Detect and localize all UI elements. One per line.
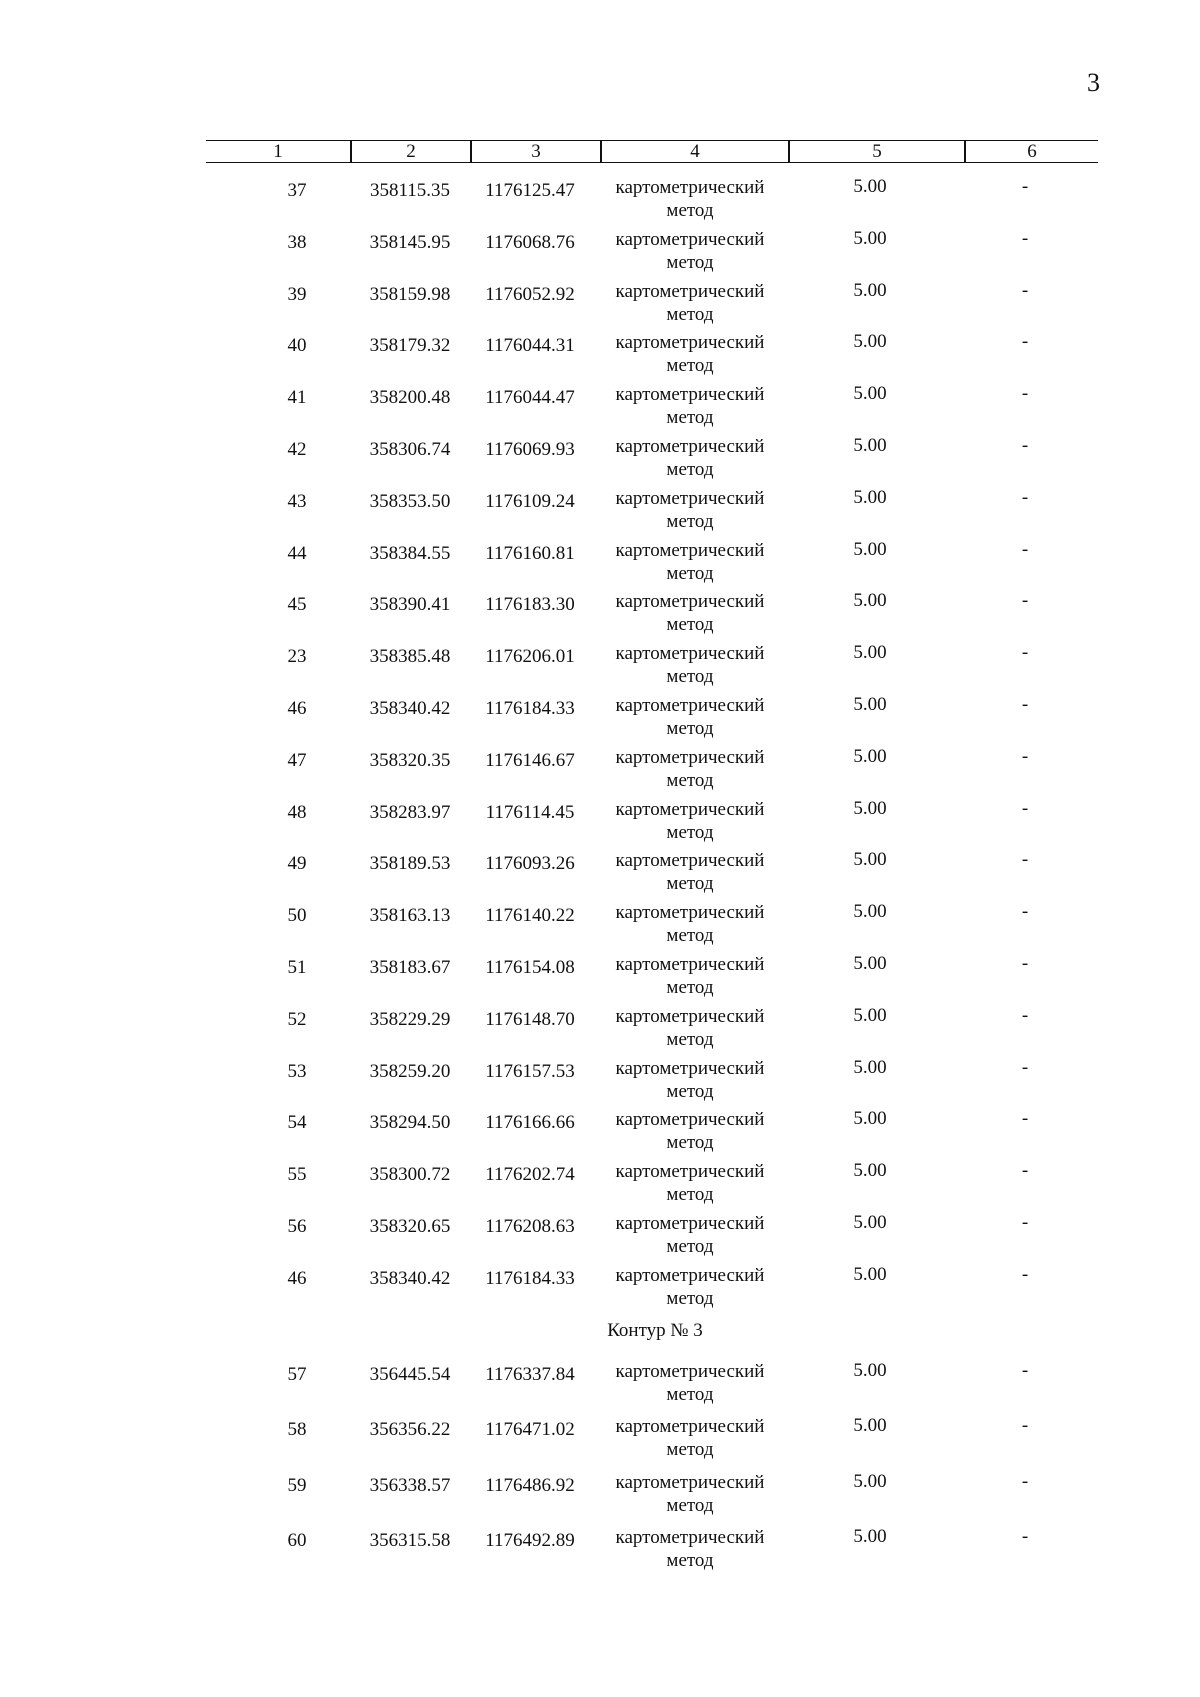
- table-row: [0, 1467, 1200, 1523]
- coordinate-y-cell: 1176044.47: [485, 387, 575, 409]
- method-cell: [600, 901, 780, 947]
- description-cell: -: [1021, 176, 1029, 197]
- description-cell: -: [1021, 486, 1029, 508]
- description-cell: -: [1021, 1415, 1029, 1437]
- description-cell: -: [1021, 745, 1029, 767]
- method-cell: [600, 1415, 780, 1461]
- table-row: [0, 1156, 1200, 1208]
- table-row: [0, 949, 1200, 1001]
- method-line-2: метод: [666, 1028, 714, 1050]
- point-number-cell: 41: [287, 387, 307, 409]
- coordinate-y-cell: 1176166.66: [485, 1112, 575, 1134]
- coordinate-x-cell: 358145.95: [369, 231, 451, 253]
- method-line-1: картометрический: [615, 1360, 765, 1382]
- method-line-2: метод: [666, 976, 714, 998]
- description-cell: -: [1021, 1056, 1029, 1078]
- coordinate-y-cell: 1176052.92: [485, 283, 575, 305]
- accuracy-cell: 5.00: [853, 1211, 887, 1233]
- method-line-1: картометрический: [615, 1212, 765, 1234]
- accuracy-cell: 5.00: [853, 952, 887, 974]
- method-cell: [600, 642, 780, 688]
- method-line-2: метод: [666, 717, 714, 739]
- coordinate-x-cell: 358283.97: [369, 801, 451, 823]
- description-cell: -: [1021, 331, 1029, 353]
- description-cell: -: [1021, 279, 1029, 301]
- point-number-cell: 60: [287, 1530, 307, 1552]
- table-row: [0, 379, 1200, 431]
- table-row: [0, 224, 1200, 276]
- table-row: [0, 897, 1200, 949]
- accuracy-cell: 5.00: [853, 1359, 887, 1381]
- table-body: [0, 172, 1200, 1578]
- coordinate-x-cell: 356445.54: [369, 1363, 451, 1385]
- point-number-cell: 48: [287, 801, 307, 823]
- coordinate-x-cell: 358179.32: [369, 335, 451, 357]
- method-line-2: метод: [666, 1132, 714, 1154]
- coordinate-y-cell: 1176486.92: [485, 1474, 575, 1496]
- method-cell: [600, 849, 780, 895]
- point-number-cell: 37: [287, 180, 307, 201]
- point-number-cell: 50: [287, 905, 307, 927]
- accuracy-cell: 5.00: [853, 1470, 887, 1492]
- accuracy-cell: 5.00: [853, 693, 887, 715]
- coordinate-y-cell: 1176154.08: [485, 956, 575, 978]
- coordinate-x-cell: 358320.35: [369, 749, 451, 771]
- description-cell: -: [1021, 1263, 1029, 1285]
- coordinate-y-cell: 1176157.53: [485, 1060, 575, 1082]
- description-cell: -: [1021, 383, 1029, 405]
- description-cell: -: [1021, 227, 1029, 249]
- point-number-cell: 59: [287, 1474, 307, 1496]
- method-line-2: метод: [666, 562, 714, 584]
- accuracy-cell: 5.00: [853, 486, 887, 508]
- point-number-cell: 57: [287, 1363, 307, 1385]
- method-line-2: метод: [666, 821, 714, 843]
- description-cell: -: [1021, 538, 1029, 560]
- point-number-cell: 46: [287, 1267, 307, 1289]
- point-number-cell: 46: [287, 697, 307, 719]
- method-line-2: метод: [666, 303, 714, 325]
- accuracy-cell: 5.00: [853, 1415, 887, 1437]
- method-line-1: картометрический: [615, 384, 765, 406]
- method-cell: [600, 953, 780, 999]
- coordinate-x-cell: 358385.48: [369, 646, 451, 668]
- table-row: [0, 690, 1200, 742]
- coordinate-y-cell: 1176140.22: [485, 905, 575, 927]
- method-line-2: метод: [666, 925, 714, 947]
- description-cell: -: [1021, 1470, 1029, 1492]
- description-cell: -: [1021, 849, 1029, 871]
- coordinate-y-cell: 1176069.93: [485, 438, 575, 460]
- table-row: [0, 1411, 1200, 1467]
- accuracy-cell: 5.00: [853, 745, 887, 767]
- coordinate-x-cell: 358159.98: [369, 283, 451, 305]
- point-number-cell: 54: [287, 1112, 307, 1134]
- header-col-5: 5: [872, 141, 882, 162]
- point-number-cell: 56: [287, 1215, 307, 1237]
- description-cell: -: [1021, 1359, 1029, 1381]
- method-line-1: картометрический: [615, 228, 765, 250]
- method-line-2: метод: [666, 1184, 714, 1206]
- coordinate-y-cell: 1176093.26: [485, 853, 575, 875]
- accuracy-cell: 5.00: [853, 901, 887, 923]
- accuracy-cell: 5.00: [853, 1160, 887, 1182]
- table-row: [0, 1104, 1200, 1156]
- accuracy-cell: 5.00: [853, 538, 887, 560]
- accuracy-cell: 5.00: [853, 331, 887, 353]
- description-cell: -: [1021, 1004, 1029, 1026]
- method-cell: [600, 1212, 780, 1258]
- coordinate-y-cell: 1176337.84: [485, 1363, 575, 1385]
- method-line-1: картометрический: [615, 1005, 765, 1027]
- description-cell: -: [1021, 1526, 1029, 1548]
- description-cell: -: [1021, 1160, 1029, 1182]
- method-cell: [600, 746, 780, 792]
- header-col-3: 3: [531, 141, 541, 162]
- method-line-2: метод: [666, 1080, 714, 1102]
- table-row: [0, 483, 1200, 535]
- description-cell: -: [1021, 1108, 1029, 1130]
- coordinate-x-cell: 358390.41: [369, 594, 451, 616]
- coordinate-x-cell: 356338.57: [369, 1474, 451, 1496]
- coordinate-y-cell: 1176044.31: [485, 335, 575, 357]
- coordinate-y-cell: 1176146.67: [485, 749, 575, 771]
- point-number-cell: 47: [287, 749, 307, 771]
- method-line-1: картометрический: [615, 591, 765, 613]
- coordinate-x-cell: 358294.50: [369, 1112, 451, 1134]
- description-cell: -: [1021, 797, 1029, 819]
- header-col-1: 1: [273, 141, 283, 162]
- point-number-cell: 42: [287, 438, 307, 460]
- method-line-1: картометрический: [615, 902, 765, 924]
- coordinate-y-cell: 1176148.70: [485, 1008, 575, 1030]
- table-row: [0, 327, 1200, 379]
- coordinate-x-cell: 358340.42: [369, 1267, 451, 1289]
- method-cell: [600, 280, 780, 326]
- method-line-2: метод: [666, 251, 714, 273]
- coordinate-y-cell: 1176208.63: [485, 1215, 575, 1237]
- method-cell: [600, 1005, 780, 1051]
- accuracy-cell: 5.00: [853, 590, 887, 612]
- method-line-1: картометрический: [615, 746, 765, 768]
- method-cell: [600, 383, 780, 429]
- accuracy-cell: 5.00: [853, 434, 887, 456]
- coordinate-x-cell: 358189.53: [369, 853, 451, 875]
- method-line-2: метод: [666, 1287, 714, 1309]
- point-number-cell: 49: [287, 853, 307, 875]
- method-cell: [600, 176, 780, 222]
- description-cell: -: [1021, 434, 1029, 456]
- coordinate-y-cell: 1176202.74: [485, 1164, 575, 1186]
- method-line-1: картометрический: [615, 694, 765, 716]
- coordinate-x-cell: 358306.74: [369, 438, 451, 460]
- point-number-cell: 45: [287, 594, 307, 616]
- method-line-1: картометрический: [615, 1161, 765, 1183]
- point-number-cell: 44: [287, 542, 307, 564]
- header-col-2: 2: [406, 141, 416, 162]
- description-cell: -: [1021, 693, 1029, 715]
- method-cell: [600, 1160, 780, 1206]
- accuracy-cell: 5.00: [853, 279, 887, 301]
- coordinate-y-cell: 1176114.45: [485, 801, 575, 823]
- table-row: [0, 1260, 1200, 1312]
- coordinate-y-cell: 1176471.02: [485, 1419, 575, 1441]
- table-row: [0, 535, 1200, 587]
- method-line-2: метод: [666, 458, 714, 480]
- coordinate-x-cell: 358163.13: [369, 905, 451, 927]
- method-cell: [600, 228, 780, 274]
- method-line-2: метод: [666, 200, 714, 221]
- table-header: [206, 140, 1098, 163]
- coordinate-x-cell: 358229.29: [369, 1008, 451, 1030]
- method-cell: [600, 1264, 780, 1310]
- method-line-2: метод: [666, 355, 714, 377]
- method-line-2: метод: [666, 614, 714, 636]
- method-line-1: картометрический: [615, 1471, 765, 1493]
- coordinate-x-cell: 358183.67: [369, 956, 451, 978]
- table-row: [0, 845, 1200, 897]
- table-row: [0, 742, 1200, 794]
- coordinate-x-cell: 356356.22: [369, 1419, 451, 1441]
- accuracy-cell: 5.00: [853, 1108, 887, 1130]
- point-number-cell: 55: [287, 1164, 307, 1186]
- method-line-1: картометрический: [615, 177, 765, 198]
- coordinate-y-cell: 1176184.33: [485, 697, 575, 719]
- method-line-1: картометрический: [615, 643, 765, 665]
- description-cell: -: [1021, 1211, 1029, 1233]
- accuracy-cell: 5.00: [853, 1004, 887, 1026]
- description-cell: -: [1021, 642, 1029, 664]
- contour-title-text: Контур № 3: [607, 1319, 703, 1341]
- table-row: [0, 586, 1200, 638]
- point-number-cell: 43: [287, 490, 307, 512]
- coordinate-x-cell: 358259.20: [369, 1060, 451, 1082]
- page-number: 3: [1087, 68, 1100, 97]
- method-line-2: метод: [666, 1494, 714, 1516]
- coordinate-y-cell: 1176109.24: [485, 490, 575, 512]
- header-col-4: 4: [690, 141, 700, 162]
- coordinate-y-cell: 1176125.47: [485, 180, 575, 201]
- accuracy-cell: 5.00: [853, 383, 887, 405]
- point-number-cell: 38: [287, 231, 307, 253]
- coordinate-x-cell: 358200.48: [369, 387, 451, 409]
- point-number-cell: 39: [287, 283, 307, 305]
- method-line-2: метод: [666, 666, 714, 688]
- table-row: [0, 276, 1200, 328]
- method-line-2: метод: [666, 1550, 714, 1572]
- method-line-1: картометрический: [615, 280, 765, 302]
- method-line-1: картометрический: [615, 435, 765, 457]
- method-line-2: метод: [666, 1439, 714, 1461]
- coordinate-x-cell: 356315.58: [369, 1530, 451, 1552]
- method-line-2: метод: [666, 873, 714, 895]
- coordinate-y-cell: 1176184.33: [485, 1267, 575, 1289]
- coordinate-y-cell: 1176492.89: [485, 1530, 575, 1552]
- coordinate-x-cell: 358353.50: [369, 490, 451, 512]
- coordinate-y-cell: 1176068.76: [485, 231, 575, 253]
- method-cell: [600, 1526, 780, 1572]
- description-cell: -: [1021, 901, 1029, 923]
- method-cell: [600, 694, 780, 740]
- method-line-1: картометрический: [615, 850, 765, 872]
- table-row: [0, 638, 1200, 690]
- method-line-1: картометрический: [615, 539, 765, 561]
- accuracy-cell: 5.00: [853, 227, 887, 249]
- method-cell: [600, 1057, 780, 1103]
- coordinate-y-cell: 1176183.30: [485, 594, 575, 616]
- coordinate-x-cell: 358384.55: [369, 542, 451, 564]
- table-row: [0, 794, 1200, 846]
- method-line-2: метод: [666, 1235, 714, 1257]
- method-cell: [600, 331, 780, 377]
- method-cell: [600, 435, 780, 481]
- method-line-1: картометрический: [615, 1264, 765, 1286]
- method-line-1: картометрический: [615, 1109, 765, 1131]
- method-cell: [600, 1471, 780, 1517]
- table-row: [0, 1522, 1200, 1578]
- table-row: [0, 1001, 1200, 1053]
- method-line-1: картометрический: [615, 332, 765, 354]
- accuracy-cell: 5.00: [853, 176, 887, 197]
- accuracy-cell: 5.00: [853, 849, 887, 871]
- coordinate-x-cell: 358320.65: [369, 1215, 451, 1237]
- description-cell: -: [1021, 590, 1029, 612]
- table-row: [0, 1053, 1200, 1105]
- table-row: [0, 1356, 1200, 1412]
- description-cell: -: [1021, 952, 1029, 974]
- table-row: [0, 172, 1200, 224]
- coordinate-x-cell: 358115.35: [369, 180, 451, 201]
- coordinate-y-cell: 1176206.01: [485, 646, 575, 668]
- point-number-cell: 23: [287, 646, 307, 668]
- method-cell: [600, 798, 780, 844]
- method-cell: [600, 1108, 780, 1154]
- method-line-2: метод: [666, 510, 714, 532]
- method-cell: [600, 487, 780, 533]
- method-line-1: картометрический: [615, 1527, 765, 1549]
- accuracy-cell: 5.00: [853, 1056, 887, 1078]
- coordinate-x-cell: 358340.42: [369, 697, 451, 719]
- accuracy-cell: 5.00: [853, 1526, 887, 1548]
- point-number-cell: 52: [287, 1008, 307, 1030]
- method-line-1: картометрический: [615, 1057, 765, 1079]
- method-line-2: метод: [666, 769, 714, 791]
- method-line-1: картометрический: [615, 1416, 765, 1438]
- method-line-2: метод: [666, 1383, 714, 1405]
- point-number-cell: 51: [287, 956, 307, 978]
- coordinate-x-cell: 358300.72: [369, 1164, 451, 1186]
- header-col-6: 6: [1027, 141, 1037, 162]
- coordinate-y-cell: 1176160.81: [485, 542, 575, 564]
- accuracy-cell: 5.00: [853, 1263, 887, 1285]
- method-line-1: картометрический: [615, 798, 765, 820]
- method-cell: [600, 1360, 780, 1406]
- point-number-cell: 40: [287, 335, 307, 357]
- method-line-2: метод: [666, 407, 714, 429]
- table-row: [0, 431, 1200, 483]
- method-line-1: картометрический: [615, 487, 765, 509]
- method-line-1: картометрический: [615, 953, 765, 975]
- accuracy-cell: 5.00: [853, 797, 887, 819]
- point-number-cell: 53: [287, 1060, 307, 1082]
- method-cell: [600, 590, 780, 636]
- table-row: [0, 1208, 1200, 1260]
- accuracy-cell: 5.00: [853, 642, 887, 664]
- point-number-cell: 58: [287, 1419, 307, 1441]
- contour-section-title: [0, 1312, 1200, 1356]
- method-cell: [600, 539, 780, 585]
